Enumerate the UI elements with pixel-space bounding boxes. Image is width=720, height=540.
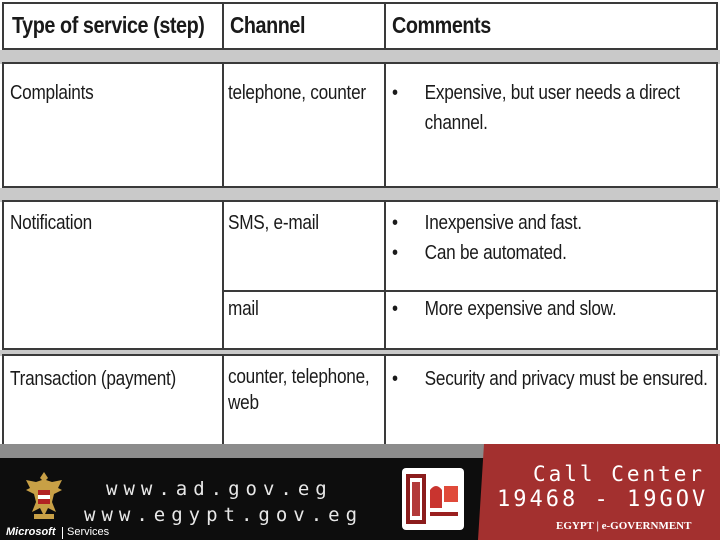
header-type-cell <box>2 2 224 50</box>
list-item <box>392 238 582 268</box>
mail-channel-cell <box>222 290 386 350</box>
comment-text: Expensive, but user needs a direct <box>424 82 680 104</box>
mail-comments <box>392 294 616 324</box>
notification-comments <box>392 208 582 268</box>
header-comments: Comments <box>392 12 491 38</box>
comment-text: Inexpensive and fast. <box>424 212 582 234</box>
channel-line: counter, telephone, <box>228 366 370 388</box>
bullet-icon: • <box>392 82 398 104</box>
notification-comments-cell <box>384 200 718 292</box>
portal-logo-icon <box>402 468 464 530</box>
complaints-comments-cell <box>384 62 718 188</box>
transaction-comments-cell <box>384 354 718 446</box>
microsoft-logo: Microsoft <box>6 526 56 538</box>
microsoft-services-label: Services <box>67 526 110 538</box>
transaction-comments <box>392 364 708 394</box>
mail-comments-cell <box>384 290 718 350</box>
bullet-icon: • <box>392 298 398 320</box>
list-item <box>392 208 582 238</box>
url-egypt-gov[interactable]: www.egypt.gov.eg <box>84 504 364 526</box>
bullet-icon: • <box>392 212 398 234</box>
transaction-channel-cell <box>222 354 386 446</box>
notification-type-cell <box>2 200 224 350</box>
channel-line: web <box>228 392 259 414</box>
complaints-type: Complaints <box>10 82 94 104</box>
transaction-channel <box>228 364 369 416</box>
complaints-type-cell <box>2 62 224 188</box>
comment-text: More expensive and slow. <box>424 298 617 320</box>
egypt-egovernment-label: EGYPT | e-GOVERNMENT <box>556 520 692 532</box>
comment-text: channel. <box>424 112 488 134</box>
bullet-icon: • <box>392 368 398 390</box>
complaints-comments <box>392 78 680 138</box>
logo-divider <box>62 527 63 539</box>
list-item <box>392 294 616 324</box>
complaints-channel: telephone, counter <box>228 82 366 104</box>
bullet-icon: • <box>392 242 398 264</box>
notification-channel-cell <box>222 200 386 292</box>
call-center-number[interactable]: 19468 - 19GOV <box>497 487 709 512</box>
mail-channel: mail <box>228 298 259 320</box>
list-item <box>392 78 680 138</box>
list-item <box>392 364 708 394</box>
egypt-portal-logo <box>402 468 464 530</box>
header-channel-cell <box>222 2 386 50</box>
egypt-eagle-emblem-icon <box>22 468 66 522</box>
notification-type: Notification <box>10 212 92 234</box>
complaints-channel-cell <box>222 62 386 188</box>
header-comments-cell <box>384 2 718 50</box>
comment-text: Can be automated. <box>424 242 567 264</box>
url-ad-gov[interactable]: www.ad.gov.eg <box>106 478 333 500</box>
header-channel: Channel <box>230 12 306 38</box>
comment-text: Security and privacy must be ensured. <box>424 368 708 390</box>
transaction-type-cell <box>2 354 224 446</box>
header-type-of-service: Type of service (step) <box>12 12 205 38</box>
notification-channel: SMS, e-mail <box>228 212 319 234</box>
transaction-type: Transaction (payment) <box>10 368 177 390</box>
call-center-label: Call Center <box>533 462 706 486</box>
